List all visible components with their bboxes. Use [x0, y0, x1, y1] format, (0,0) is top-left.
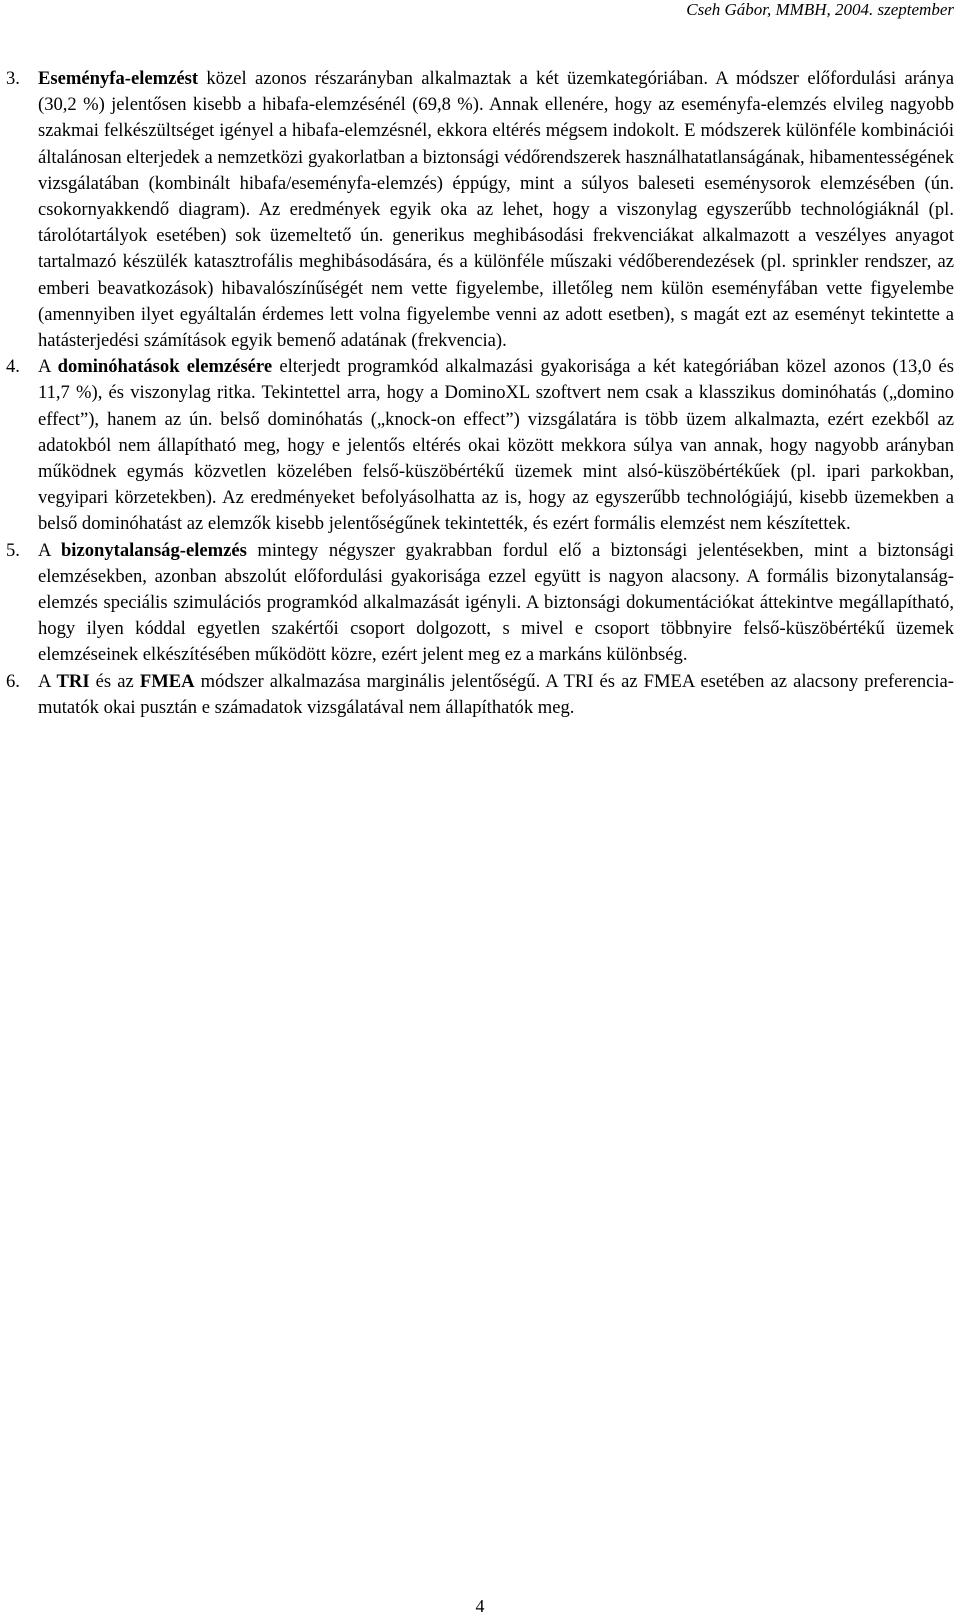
text-run: módszer alkalmazása marginális jelentőségű. A TRI és az FMEA esetében az alacsony preferencia-mutatók okai pusztán e számadatok vizsgálatával nem állapíthatók meg. — [38, 670, 954, 718]
list-item-text — [38, 354, 954, 537]
numbered-list — [6, 66, 954, 721]
list-item-3 — [6, 66, 954, 354]
emphasis-term: Eseményfa-elemzést — [38, 68, 199, 89]
list-item-text — [38, 66, 954, 354]
running-header: Cseh Gábor, MMBH, 2004. szeptember — [686, 0, 954, 19]
text-run: és az — [89, 670, 140, 692]
list-item-text — [38, 538, 954, 669]
text-run: A — [38, 670, 57, 692]
list-item-number: 5. — [6, 539, 20, 561]
page-number: 4 — [475, 1596, 485, 1616]
list-item-4 — [6, 354, 954, 537]
emphasis-term: FMEA — [139, 670, 195, 692]
text-run: közel azonos részarányban alkalmaztak a két üzemkategóriában. A módszer előfordulási aránya (30,2 %) jelentősen kisebb a hibafa-elemzésénél (69,8 %). Annak ellenére, hogy az eseményfa-elemzés elvileg nagyobb szakmai felkészültséget igényel a hibafa-elemzésnél, ekkora eltérés mégsem indokolt. E módszerek különféle kombinációi általánosan elterjedek a nemzetközi gyakorlatban a biztonsági védőrendszerek használhatatlanságának, hibamentességének vizsgálatában (kombinált hibafa/eseményfa-elemzés) éppúgy, mint a súlyos baleseti eseménysorok elemzésében (ún. csokornyakkendő diagram). Az eredmények egyik oka az lehet, hogy a viszonylag egyszerűbb technológiáknál (pl. tárolótartályok esetében) sok üzemeltető ún. generikus meghibásodási frekvenciákat alkalmazott a veszélyes anyagot tartalmazó készülék katasztrofális meghibásodására, és a különféle műszaki védőberendezések (pl. sprinkler rendszer, az emberi beavatkozások) hibavalószínűségét nem vette figyelembe, illetőleg nem külön eseményfában vette figyelembe (amennyiben ilyet egyáltalán érdemes lett volna figyelembe venni az adott esetben), s magát ezt az eseményt tekintette a hatásterjedési számítások egyik bemenő adatának (frekvencia). — [38, 68, 954, 352]
list-item-number: 4. — [6, 356, 20, 378]
list-item-5 — [6, 538, 954, 669]
list-item-6 — [6, 669, 954, 721]
text-run: A — [38, 356, 58, 378]
list-item-number: 6. — [6, 670, 20, 692]
list-item-text — [38, 669, 954, 721]
list-item-number: 3. — [6, 68, 20, 89]
emphasis-term: TRI — [56, 670, 90, 692]
emphasis-term: bizonytalanság-elemzés — [60, 539, 247, 561]
text-run: elterjedt programkód alkalmazási gyakorisága a két kategóriában közel azonos (13,0 és 11,7 %), és viszonylag ritka. Tekintettel arra, hogy a DominoXL szoftvert nem csak a klasszikus dominóhatás („domino effect”), hanem az ún. belső dominóhatás („knock-on effect”) vizsgálatára is több üzem alkalmazta, ezért ezekből az adatokból nem állapítható meg, hogy e jelentős eltérés okai között mekkora súlya van annak, hogy nagyobb arányban működnek egymás közvetlen közelében felső-küszöbértékű üzemek mint alsó-küszöbértékűek (pl. ipari parkokban, vegyipari körzetekben). Az eredményeket befolyásolhatta az is, hogy az egyszerűbb technológiájú, kisebb üzemekben a belső dominóhatást az elemzők kisebb jelentőségűnek tekintették, és ezért formális elemzést nem készítettek. — [38, 356, 954, 535]
emphasis-term: dominóhatások elemzésére — [57, 356, 273, 378]
text-run: A — [38, 539, 61, 561]
text-run: mintegy négyszer gyakrabban fordul elő a biztonsági jelentésekben, mint a biztonsági elemzésekben, azonban abszolút előfordulási gyakorisága ezzel együtt is nagyon alacsony. A formális bizonytalanság-elemzés speciális szimulációs programkód alkalmazását igényli. A biztonsági dokumentációkat áttekintve megállapítható, hogy ilyen kóddal egyetlen szakértői csoport dolgozott, s mivel e csoport többnyire felső-küszöbértékű üzemek elemzéseinek elkészítésében működött közre, ezért jelent meg ez a markáns különbség. — [38, 539, 954, 666]
